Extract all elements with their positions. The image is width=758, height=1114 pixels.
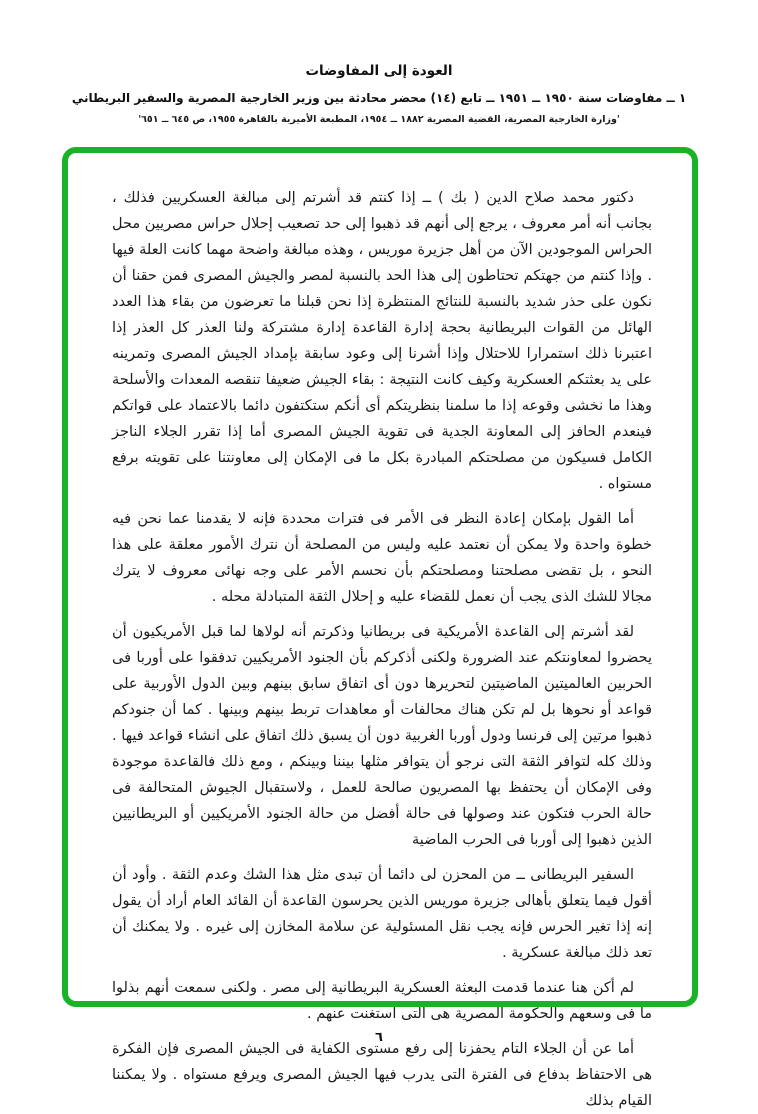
paragraph-military-mission: لم أكن هنا عندما قدمت البعثة العسكرية البريطانية إلى مصر . ولكنى سمعت أنهم بذلوا ما فى وسعهم والحكومة المصرية هى التى استغنت عنهم . bbox=[112, 980, 652, 1022]
paragraph-review-possibility: أما القول بإمكان إعادة النظر فى الأمر فى فترات محددة فإنه لا يقدمنا عما نحن فيه خطوة واحدة ولا يمكن أن نعتمد عليه وليس من المصلحة أن نترك الأمور معلقة على هذا النحو ، بل تقضى مصلحتنا ومصلحتكم بأن نحسم الأمر على وجه نهائى معروف لا يترك مجالا للشك الذى يجب أن نعمل للقضاء عليه و إحلال الثقة المتبادلة محله . bbox=[112, 511, 652, 605]
paragraph-british-ambassador-reply: السفير البريطانى ــ من المحزن لى دائما أن تبدى مثل هذا الشك وعدم الثقة . وأود أن أقول فيما يتعلق بأهالى جزيرة موريس الذين يحرسون القاعدة أن القائد العام أراد أن يقول إنه إذا تغير الحرس فإنه يجب نقل المسئولية عن سلامة المخازن إلى غيره . ولا يمكنك أن تعد ذلك مبالغة عسكرية . bbox=[112, 867, 652, 961]
paragraph-full-evacuation: أما عن أن الجلاء التام يحفزنا إلى رفع مستوى الكفاية فى الجيش المصرى فإن الفكرة هى الاحتفاظ بدفاع فى الفترة التى يدرب فيها الجيش المصرى ويرفع مستواه . ولا يمكننا القيام بذلك bbox=[112, 1041, 652, 1109]
document-header bbox=[0, 60, 758, 128]
document-heading: ١ ــ مفاوضات سنة ١٩٥٠ ــ ١٩٥١ ــ تابع (١٤) محضر محادثة بين وزير الخارجية المصرية والسفير البريطاني bbox=[71, 91, 687, 105]
page-number: ٦ bbox=[375, 1030, 383, 1045]
section-title: العودة إلى المفاوضات bbox=[305, 63, 453, 79]
paragraph-american-base: لقد أشرتم إلى القاعدة الأمريكية فى بريطانيا وذكرتم أنه لولاها لما قبل الأمريكيون أن يحضروا لمعاونتكم عند الضرورة ولكنى أذكركم بأن الجنود الأمريكيين تدفقوا على أوربا فى الحربين العالميتين الماضيتين لتحريرها دون أى اتفاق سابق بينهم وبين الدول الأوربية على قواعد أو نحوها بل لم تكن هناك محالفات أو معاهدات تربط بينهم وبينها . كما أن جنودكم ذهبوا مرتين إلى فرنسا ودول أوربا الغربية دون أن يسبق ذلك اتفاق على انشاء قواعد فيها . وذلك كله لتوافر الثقة التى نرجو أن يتوافر مثلها بيننا وبينكم ، ومع ذلك فالقاعدة موجودة وفى الإمكان أن يحتفظ بها المصريون صالحة للعمل ، ولاستقبال الجيوش المتحالفة فى حالة الحرب فتكون عند وصولها فى حالة أفضل من حالة الجنود الأمريكيين أو البريطانيين الذين ذهبوا إلى أوربا فى الحرب الماضية bbox=[112, 624, 652, 848]
source-citation: 'وزارة الخارجية المصرية، القضية المصرية ١٨٨٢ ــ ١٩٥٤، المطبعة الأميرية بالقاهرة ١٩٥٥، ص ٦٤٥ ــ ٦٥١' bbox=[138, 114, 620, 125]
paragraph-minister-statement: دكتور محمد صلاح الدين ( بك ) ــ إذا كنتم قد أشرتم إلى مبالغة العسكريين فذلك ، بجانب أنه أمر معروف ، يرجع إلى أنهم قد ذهبوا إلى حد تصعيب إحلال حراس مصريين محل الحراس الموجودين الآن من أهل جزيرة موريس ، وهذه مبالغة واضحة مهما كانت العلة فيها . وإذا كنتم من جهتكم تحتاطون إلى هذا الحد بالنسبة لمصر والجيش المصرى فمن حقنا أن نكون على حذر شديد بالنسبة للنتائج المنتظرة إذا نحن قبلنا ما تعرضون من بقاء هذا العدد الهائل من القوات البريطانية بحجة إدارة القاعدة إدارة مشتركة ولنا العذر كل العذر إذا اعتبرنا ذلك استمرارا للاحتلال وإذا أشرنا إلى وعود سابقة بإمداد الجيش المصرى وتمرينه على يد بعثتكم العسكرية وكيف كانت النتيجة : بقاء الجيش ضعيفا تنقصه المعدات والأسلحة وهذا ما نخشى وقوعه إذا ما سلمنا بنظريتكم أى أنكم ستكتفون دائما بالاعتماد على قواتكم فينعدم الحافز إلى المعاونة الجدية فى تقوية الجيش المصرى أما إذا تقرر الجلاء الناجز الكامل فسيكون من مصلحتكم المبادرة بكل ما فى الإمكان إلى معاونتنا على تقويته برفع مستواه . bbox=[112, 190, 652, 492]
scanned-document-body bbox=[112, 185, 652, 1109]
annotation-highlight-box bbox=[62, 147, 698, 1109]
